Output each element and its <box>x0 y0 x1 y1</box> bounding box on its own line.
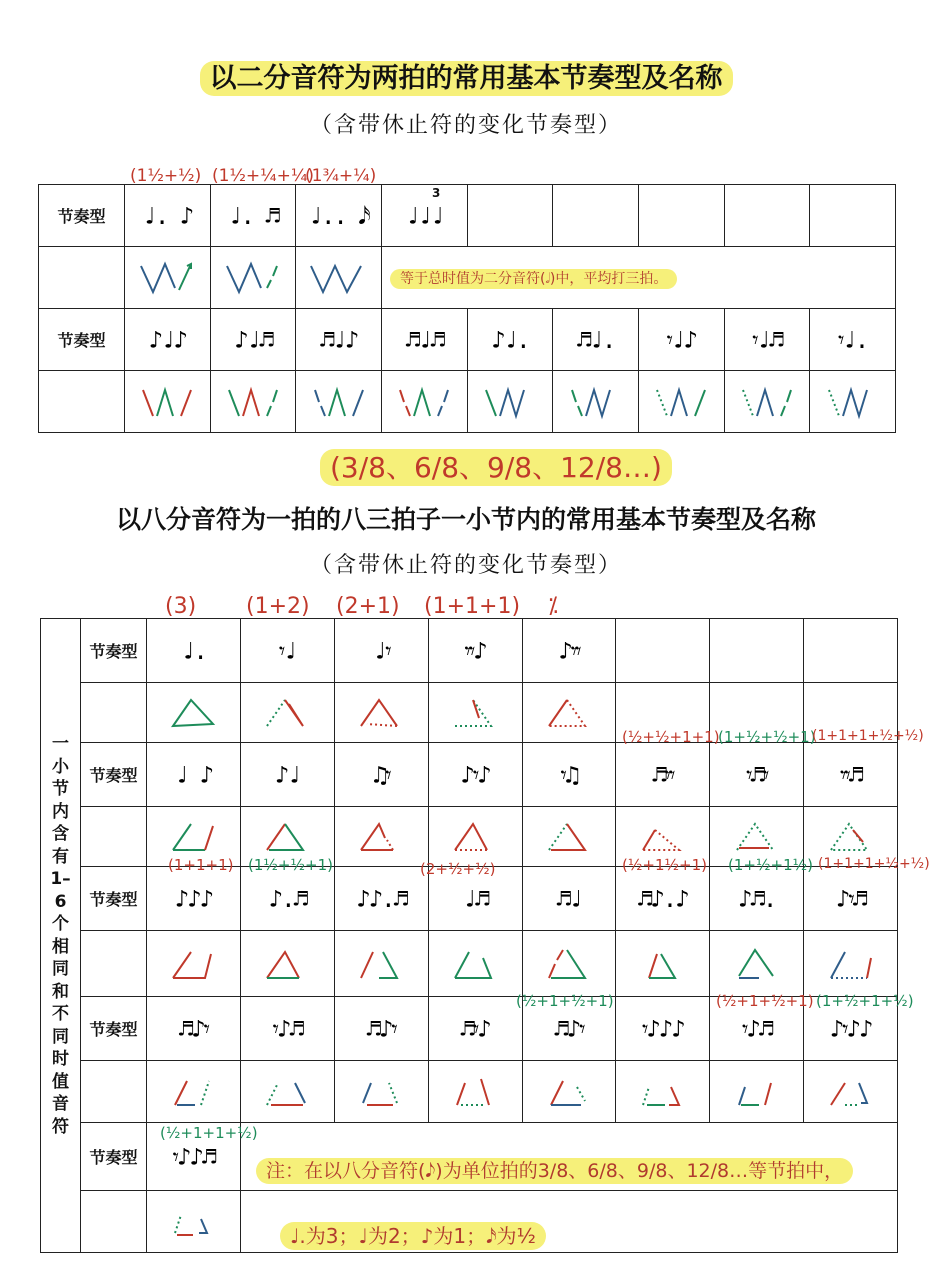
conducting-pattern <box>428 683 522 743</box>
conducting-pattern <box>428 931 522 997</box>
group3-annotation-5: (1+½+1½) <box>728 856 814 874</box>
table-row <box>41 931 898 997</box>
rhythm-cell: ♩. ♪ <box>125 185 211 247</box>
row-label: 节奏型 <box>81 867 147 931</box>
rhythm-cell: ♩. ♬ <box>210 185 296 247</box>
conducting-pattern <box>710 931 804 997</box>
rhythm-cell: 𝄾♪♬ <box>710 997 804 1061</box>
rhythm-cell: 𝄾♫ <box>522 743 616 807</box>
section1-annotation-1: (1½+½) <box>130 166 202 186</box>
conducting-pattern <box>638 371 724 433</box>
section2-annotation-5: ⁒ <box>548 594 558 619</box>
table-row <box>39 185 896 247</box>
section2-annotation-3: (2+1) <box>336 594 400 619</box>
rhythm-cell: ♬♩♪ <box>296 309 382 371</box>
rhythm-cell: ♪𝄾♪♪ <box>804 997 898 1061</box>
rhythm-cell: ♬𝄾𝄾 <box>616 743 710 807</box>
side-label: 一小节内含有1–6个相同和不同时值音符 <box>50 734 71 1137</box>
rhythm-cell: 𝄾𝄾♪ <box>428 619 522 683</box>
group2-annotation-2: (1+½+½+1) <box>718 728 816 746</box>
conducting-pattern <box>616 1061 710 1123</box>
rhythm-cell: ♪𝄾♬ <box>804 867 898 931</box>
group5-annotation: (½+1+1+½) <box>160 1124 258 1142</box>
conducting-pattern <box>125 247 211 309</box>
rhythm-cell: ♫𝄾 <box>334 743 428 807</box>
row-label: 节奏型 <box>81 619 147 683</box>
rhythm-cell: ♪♪.♬ <box>334 867 428 931</box>
conducting-pattern <box>467 371 553 433</box>
table-row <box>39 247 896 309</box>
row-label: 节奏型 <box>81 997 147 1061</box>
group2-annotation-1: (½+½+1+1) <box>622 728 720 746</box>
rhythm-cell: ♬♩. <box>553 309 639 371</box>
rhythm-cell: 𝄾♪♪♬ <box>147 1123 241 1191</box>
table-row <box>41 743 898 807</box>
conducting-pattern <box>428 1061 522 1123</box>
conducting-pattern <box>210 247 296 309</box>
conducting-pattern <box>616 931 710 997</box>
conducting-pattern <box>710 1061 804 1123</box>
rhythm-cell: ♩.. 𝅘𝅥𝅯 <box>296 185 382 247</box>
conducting-pattern <box>147 683 241 743</box>
conducting-pattern <box>522 807 616 867</box>
conducting-pattern <box>240 931 334 997</box>
section1-subtitle: （含带休止符的变化节奏型） <box>309 113 622 138</box>
section1-table <box>38 184 896 433</box>
section1-annotation-2: (1½+¼+¼) <box>212 166 314 186</box>
rhythm-cell: ♩𝄾 <box>334 619 428 683</box>
rhythm-cell: 𝄾♬𝄾 <box>710 743 804 807</box>
row-label: 节奏型 <box>81 743 147 807</box>
rhythm-cell: ♬♩♬ <box>381 309 467 371</box>
section1-title: 以二分音符为两拍的常用基本节奏型及名称 <box>0 56 932 95</box>
group4-annotation-2: (½+1+½+1) <box>716 992 814 1010</box>
row-label: 节奏型 <box>81 1123 147 1191</box>
rhythm-cell <box>810 185 896 247</box>
rhythm-cell: 𝄾♪♪♪ <box>616 997 710 1061</box>
conducting-pattern <box>381 371 467 433</box>
rhythm-cell: ♪♩. <box>467 309 553 371</box>
conducting-pattern <box>522 683 616 743</box>
rhythm-cell: 𝄾♪♬ <box>240 997 334 1061</box>
table-row <box>39 371 896 433</box>
rhythm-cell: ♪𝄾♪ <box>428 743 522 807</box>
group3-annotation-2: (1½+½+1) <box>248 856 334 874</box>
conducting-pattern <box>804 931 898 997</box>
group2-annotation-3: (1+1+1+½+½) <box>812 728 924 744</box>
group4-annotation-1: (½+1+½+1) <box>516 992 614 1010</box>
rhythm-cell: ♬♩ <box>522 867 616 931</box>
rhythm-cell <box>553 185 639 247</box>
section2-annotation-2: (1+2) <box>246 594 310 619</box>
rhythm-cell: ♬𝄾♪ <box>428 997 522 1061</box>
section2-title: 以八分音符为一拍的八三拍子一小节内的常用基本节奏型及名称 <box>115 505 816 534</box>
conducting-pattern <box>810 371 896 433</box>
group4-annotation-3: (1+½+1+½) <box>816 992 914 1010</box>
rhythm-cell <box>467 185 553 247</box>
conducting-pattern <box>147 1061 241 1123</box>
section1-annotation-3: (1¾+¼) <box>305 166 377 186</box>
section2-subtitle: （含带休止符的变化节奏型） <box>309 553 622 578</box>
rhythm-cell <box>616 619 710 683</box>
rhythm-cell: 𝄾♩♬ <box>724 309 810 371</box>
rhythm-cell: ♪♬. <box>710 867 804 931</box>
rhythm-cell: 𝄾♩ <box>240 619 334 683</box>
triplet-mark: 3 <box>432 186 441 200</box>
table-row <box>41 619 898 683</box>
conducting-pattern <box>240 1061 334 1123</box>
rhythm-cell: 𝄾♩. <box>810 309 896 371</box>
rhythm-cell: ♪♩ <box>240 743 334 807</box>
conducting-pattern <box>522 931 616 997</box>
conducting-pattern <box>334 807 428 867</box>
rhythm-cell <box>804 619 898 683</box>
conducting-pattern <box>334 931 428 997</box>
rhythm-cell <box>710 619 804 683</box>
section2-note-line1: 注：在以八分音符(𝅘𝅥𝅮)为单位拍的3/8、6/8、9/8、12/8…等节拍中， <box>256 1156 853 1183</box>
table-row <box>41 1061 898 1123</box>
conducting-pattern <box>210 371 296 433</box>
conducting-pattern <box>147 931 241 997</box>
conducting-pattern <box>522 1061 616 1123</box>
rhythm-cell: ♪𝄾𝄾 <box>522 619 616 683</box>
conducting-pattern <box>334 683 428 743</box>
conducting-pattern <box>147 1191 241 1253</box>
rhythm-cell <box>724 185 810 247</box>
conducting-pattern <box>553 371 639 433</box>
section1-note: 等于总时值为二分音符(𝅗𝅥)中，平均打三拍。 <box>390 269 677 289</box>
rhythm-cell: ♬♪𝄾 <box>147 997 241 1061</box>
conducting-pattern <box>804 1061 898 1123</box>
conducting-pattern <box>296 371 382 433</box>
conducting-pattern <box>428 807 522 867</box>
rhythm-cell: ♩♩♩ <box>381 185 467 247</box>
group3-annotation-6: (1+1+1+½+½) <box>818 856 930 872</box>
rhythm-cell: ♪♩♬ <box>210 309 296 371</box>
fraction-note: (3/8、6/8、9/8、12/8…) <box>320 446 672 486</box>
table-row <box>39 309 896 371</box>
rhythm-cell: 𝄾♩♪ <box>638 309 724 371</box>
section2-note-line2: ♩.为3；♩为2；♪为1；𝅘𝅥𝅯为½ <box>280 1220 546 1249</box>
group3-annotation-3: (2+½+½) <box>420 860 496 878</box>
rhythm-cell: ♪♩♪ <box>125 309 211 371</box>
conducting-pattern <box>296 247 382 309</box>
rhythm-cell: 𝄾𝄾♬ <box>804 743 898 807</box>
rhythm-cell: ♬♪.♪ <box>616 867 710 931</box>
row-label: 节奏型 <box>39 185 125 247</box>
rhythm-cell: ♬♪𝄾 <box>522 997 616 1061</box>
rhythm-cell: ♪.♬ <box>240 867 334 931</box>
group3-annotation-1: (1+1+1) <box>168 856 234 874</box>
rhythm-cell: ♪♪♪ <box>147 867 241 931</box>
rhythm-cell: ♩ ♪ <box>147 743 241 807</box>
rhythm-cell: ♩♬ <box>428 867 522 931</box>
side-label-cell <box>41 619 81 1253</box>
rhythm-cell <box>638 185 724 247</box>
conducting-pattern <box>724 371 810 433</box>
group3-annotation-4: (½+1½+1) <box>622 856 708 874</box>
rhythm-cell: ♩. <box>147 619 241 683</box>
section2-annotation-4: (1+1+1) <box>424 594 521 619</box>
conducting-pattern <box>334 1061 428 1123</box>
conducting-pattern <box>125 371 211 433</box>
row-label: 节奏型 <box>39 309 125 371</box>
section2-annotation-1: (3) <box>165 594 197 619</box>
conducting-pattern <box>240 683 334 743</box>
rhythm-cell: ♬♪𝄾 <box>334 997 428 1061</box>
